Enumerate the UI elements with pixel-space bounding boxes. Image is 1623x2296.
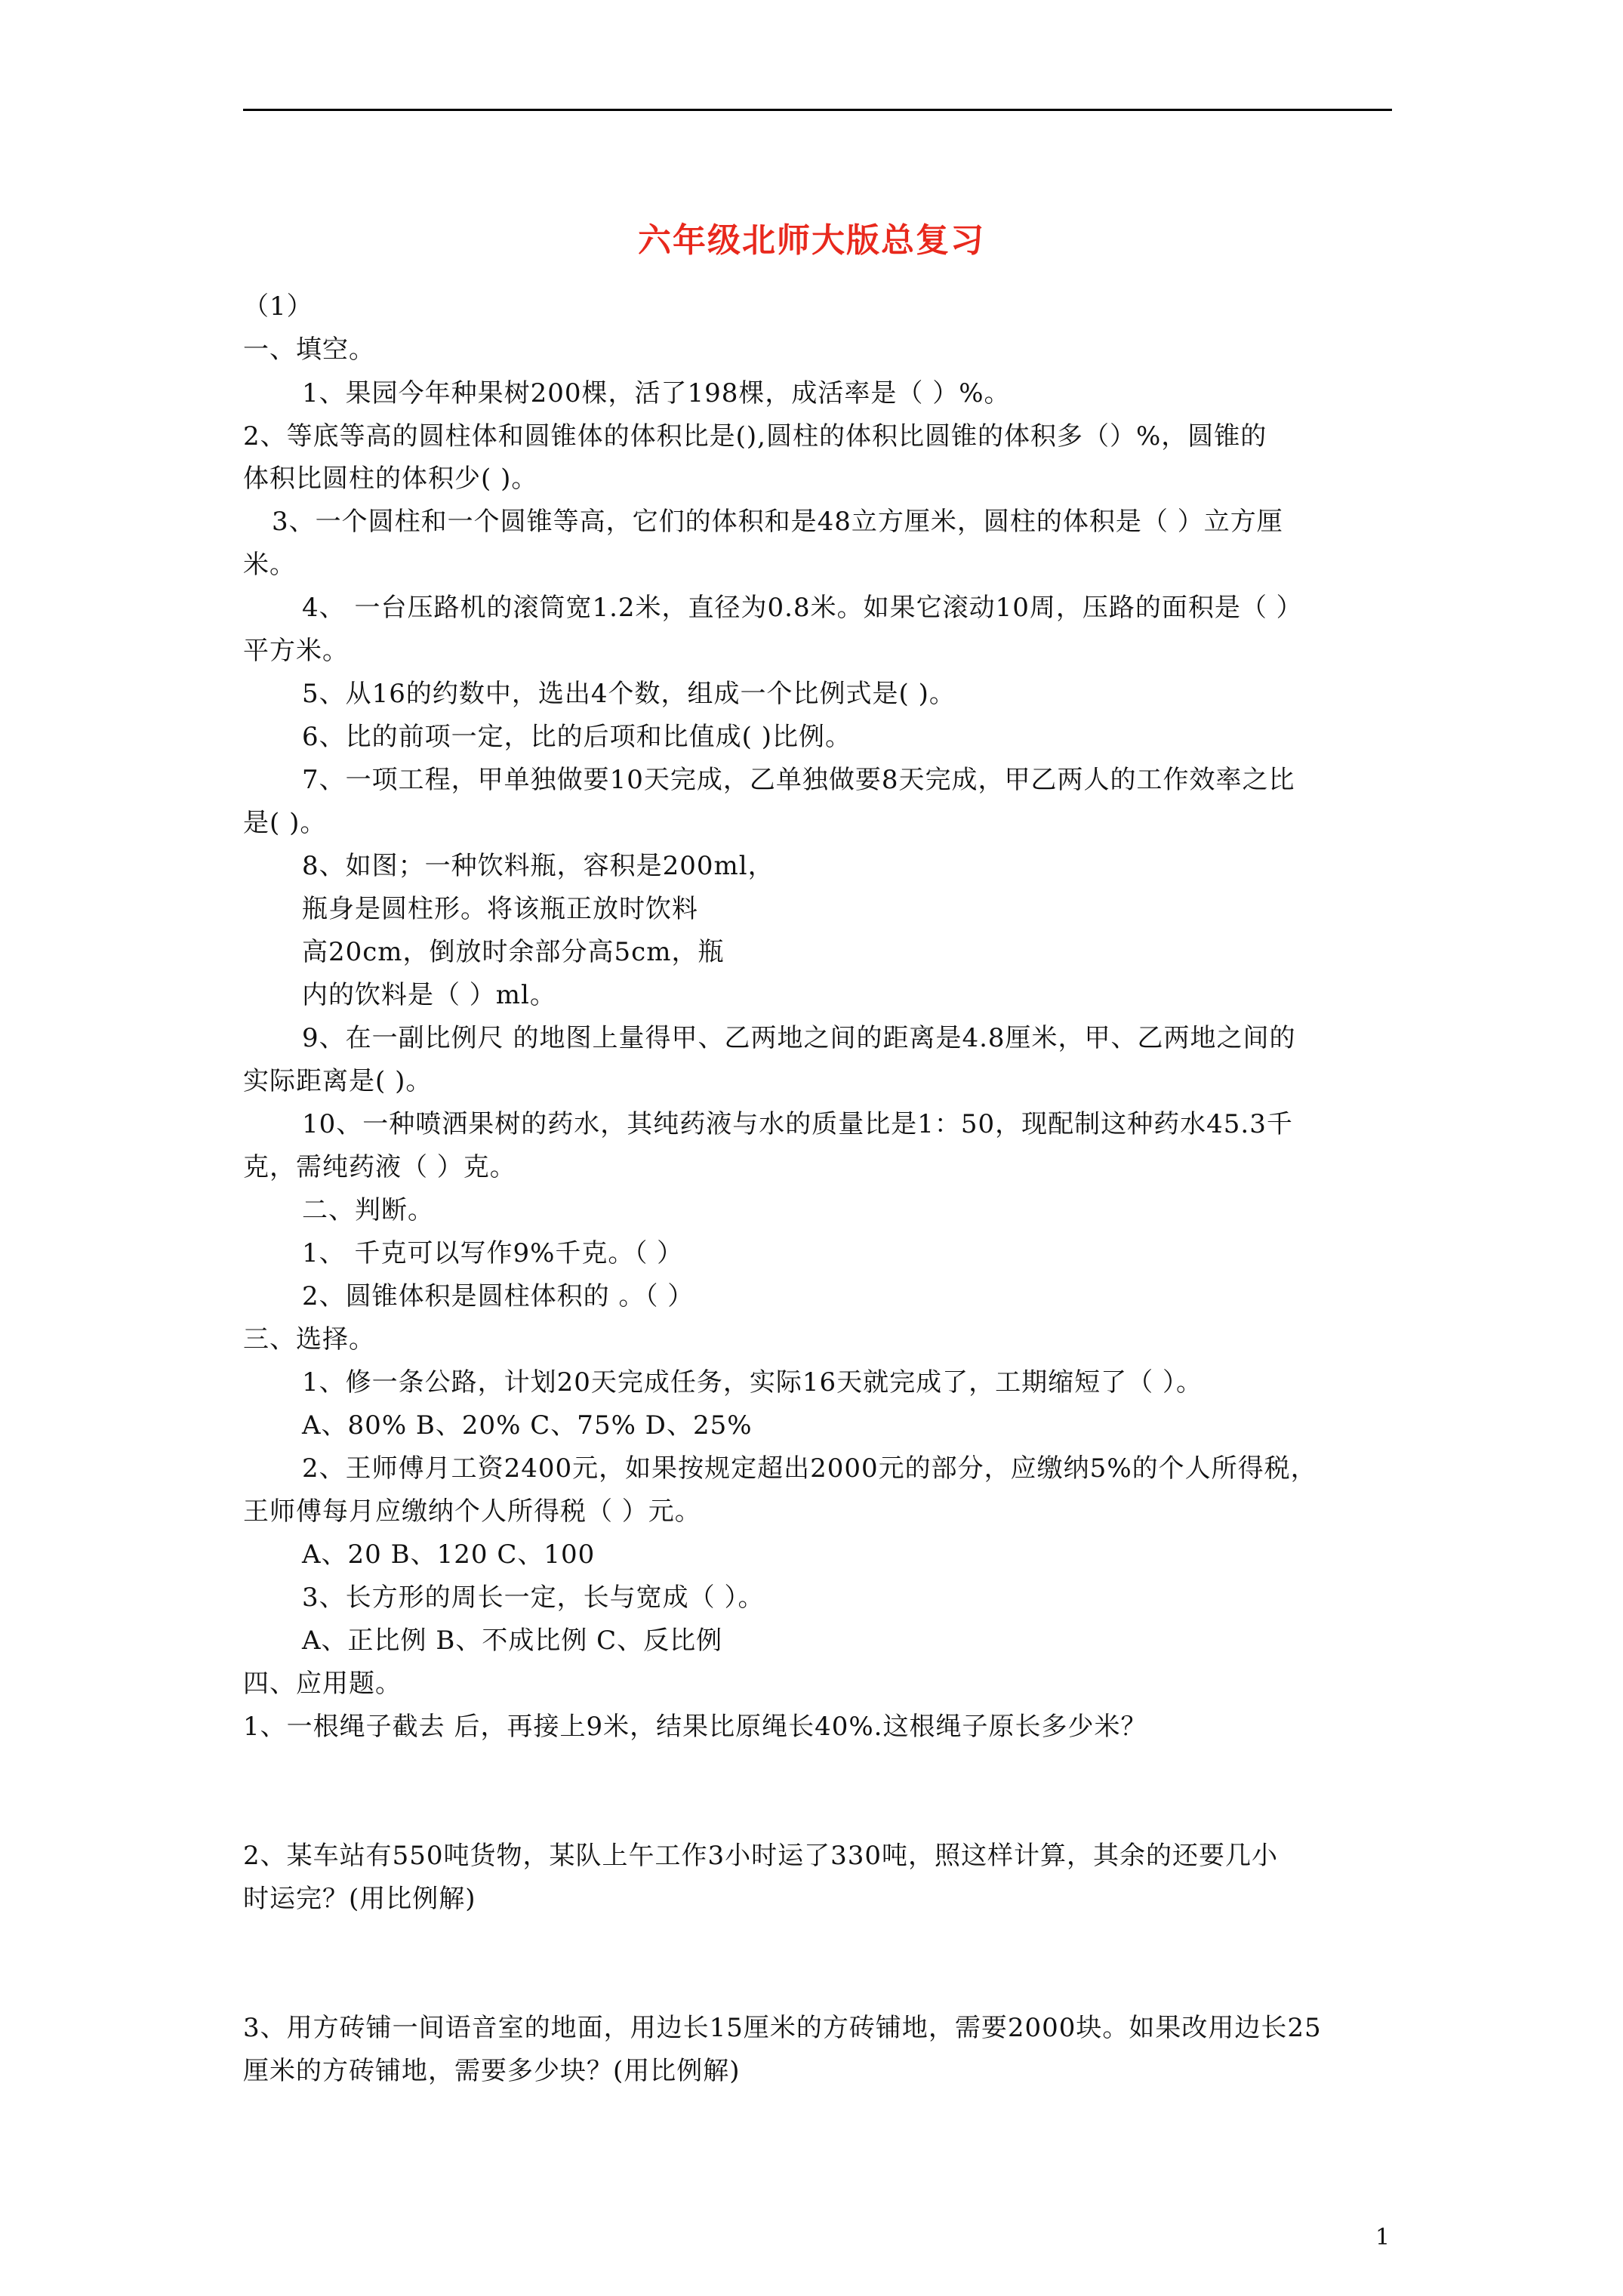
text-line: 10、一种喷洒果树的药水，其纯药液与水的质量比是1：50，现配制这种药水45.3千: [302, 1109, 1293, 1139]
text-line: 克，需纯药液（ ）克。: [243, 1152, 516, 1182]
text-line: 2、某车站有550吨货物，某队上午工作3小时运了330吨，照这样计算，其余的还要几小: [243, 1841, 1279, 1871]
text-line: 一、填空。: [243, 334, 375, 365]
text-line: 1、修一条公路，计划20天完成任务，实际16天就完成了，工期缩短了（ ）。: [302, 1367, 1203, 1398]
text-line: 瓶身是圆柱形。将该瓶正放时饮料: [302, 894, 698, 924]
text-line: 3、长方形的周长一定，长与宽成（ ）。: [302, 1583, 765, 1613]
text-line: 3、一个圆柱和一个圆锥等高，它们的体积和是48立方厘米，圆柱的体积是（ ）立方厘: [272, 507, 1283, 537]
text-line: A、80% B、20% C、75% D、25%: [302, 1410, 753, 1441]
text-line: 米。: [243, 550, 296, 580]
document-title: 六年级北师大版总复习: [638, 221, 985, 260]
text-line: 体积比圆柱的体积少( )。: [243, 464, 538, 494]
text-line: 王师傅每月应缴纳个人所得税（ ）元。: [243, 1496, 701, 1527]
text-line: 1、一根绳子截去 后，再接上9米，结果比原绳长40%.这根绳子原长多少米？: [243, 1712, 1147, 1742]
text-line: 6、比的前项一定，比的后项和比值成( )比例。: [302, 722, 852, 752]
text-line: 3、用方砖铺一间语音室的地面，用边长15厘米的方砖铺地，需要2000块。如果改用边长25: [243, 2013, 1322, 2043]
page-number: 1: [1375, 2224, 1390, 2251]
text-line: 2、王师傅月工资2400元，如果按规定超出2000元的部分，应缴纳5%的个人所得税，: [302, 1453, 1317, 1484]
text-line: 8、如图；一种饮料瓶，容积是200ml，: [302, 851, 775, 881]
text-line: 1、 千克可以写作9%千克。（ ）: [302, 1238, 684, 1268]
text-line: 四、应用题。: [243, 1669, 402, 1699]
text-line: 9、在一副比例尺 的地图上量得甲、乙两地之间的距离是4.8厘米，甲、乙两地之间的: [302, 1023, 1296, 1053]
text-line: 实际距离是( )。: [243, 1066, 433, 1096]
text-line: 内的饮料是（ ）ml。: [302, 980, 556, 1010]
text-line: （1）: [243, 291, 313, 322]
text-line: 三、选择。: [243, 1324, 375, 1354]
text-line: 高20cm，倒放时余部分高5cm，瓶: [302, 937, 725, 967]
text-line: 是( )。: [243, 808, 327, 838]
text-line: 厘米的方砖铺地，需要多少块？(用比例解): [243, 2056, 741, 2086]
text-line: A、20 B、120 C、100: [302, 1539, 596, 1570]
text-line: 4、 一台压路机的滚筒宽1.2米，直径为0.8米。如果它滚动10周，压路的面积是（ ）: [302, 593, 1303, 623]
text-line: 7、一项工程，甲单独做要10天完成，乙单独做要8天完成，甲乙两人的工作效率之比: [302, 765, 1295, 795]
text-line: 5、从16的约数中，选出4个数，组成一个比例式是( )。: [302, 679, 956, 709]
text-line: 2、等底等高的圆柱体和圆锥体的体积比是(),圆柱的体积比圆锥的体积多（）%，圆锥的: [243, 421, 1267, 451]
text-line: 平方米。: [243, 636, 349, 666]
header-rule: [243, 109, 1392, 111]
text-line: 1、果园今年种果树200棵，活了198棵，成活率是（ ）%。: [302, 378, 1011, 408]
text-line: 2、圆锥体积是圆柱体积的 。（ ）: [302, 1281, 694, 1311]
text-line: A、正比例 B、不成比例 C、反比例: [302, 1626, 723, 1656]
text-line: 二、判断。: [302, 1195, 434, 1225]
text-line: 时运完？(用比例解): [243, 1884, 476, 1914]
